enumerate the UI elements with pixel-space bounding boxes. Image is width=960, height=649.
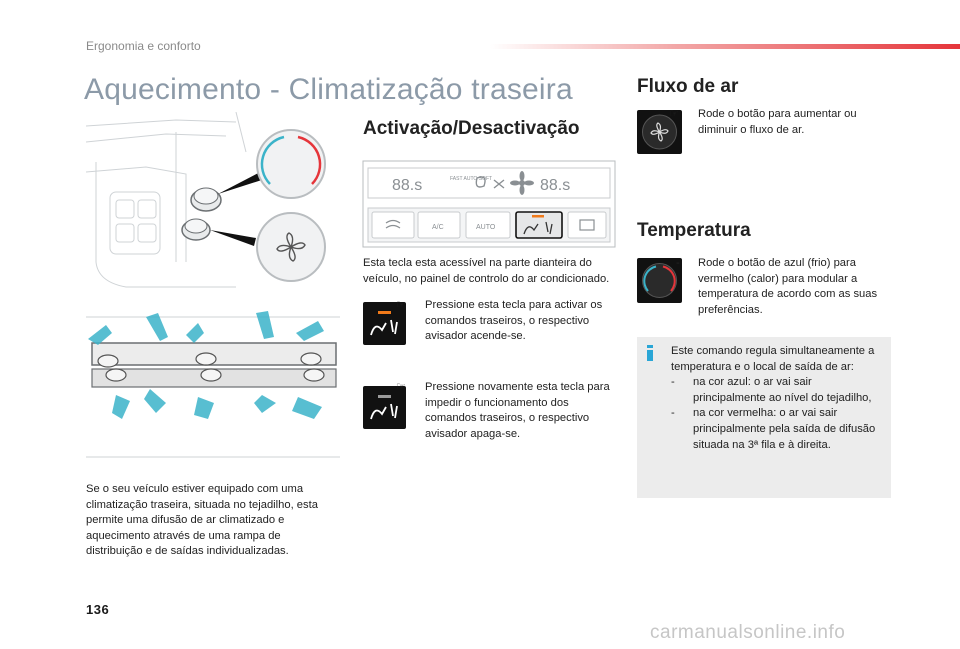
section-title: Ergonomia e conforto: [86, 39, 201, 53]
rear-climate-indicator: [532, 215, 544, 218]
display-right-temp: 88.s: [540, 177, 571, 194]
rear-climate-icon: [371, 404, 397, 419]
display-left-temp: 88.s: [392, 177, 423, 194]
info-box: [637, 337, 891, 498]
indicator-off-icon: [378, 395, 391, 398]
airflow-instruction-text: Rode o botão para aumentar ou diminuir o fluxo de ar.: [698, 108, 857, 136]
step-activate-text: Pressione esta tecla para activar os comandos traseiros, o respectivo avisador acende-se.: [425, 299, 603, 343]
knob-small-top: [191, 188, 221, 211]
dash-bullet: -: [676, 257, 680, 269]
dash-bullet: -: [671, 376, 675, 389]
front-ac-panel-illustration: [362, 160, 616, 248]
info-item-red: na cor vermelha: o ar vai sair principalmente pela saída de difusão situada na 3ª fila e à direita.: [693, 407, 876, 451]
temperature-instruction: [676, 256, 894, 318]
airflow-heading: Fluxo de ar: [637, 76, 739, 97]
watermark: carmanualsonline.info: [650, 622, 846, 643]
info-list-item: [671, 406, 886, 453]
header-accent-bar: [490, 44, 960, 49]
temperature-knob-zoom: [257, 130, 325, 198]
pointer-bullet-icon: ☞: [396, 381, 406, 393]
display-mode-label: FAST AUTO SOFT: [450, 176, 493, 182]
info-list-item: [671, 375, 886, 406]
temperature-heading: Temperatura: [637, 220, 751, 241]
auto-button-label: AUTO: [476, 224, 496, 231]
page-number: 136: [86, 602, 110, 617]
info-item-blue: na cor azul: o ar vai sair principalmente ao nível do tejadilho,: [693, 376, 872, 404]
knob-small-bottom: [182, 219, 210, 240]
dash-bullet: -: [671, 407, 675, 420]
info-intro: Este comando regula simultaneamente a temperatura e o local de saída de ar:: [671, 345, 875, 373]
airflow-knob-zoom: [257, 213, 325, 281]
pointer-bullet-icon: ☞: [669, 108, 679, 120]
info-icon: [645, 345, 655, 361]
activation-heading: Activação/Desactivação: [363, 118, 580, 139]
temperature-instruction-text: Rode o botão de azul (frio) para vermelho (calor) para modular a temperatura de acordo com as suas preferências.: [698, 257, 878, 316]
indicator-on-icon: [378, 311, 391, 314]
airflow-instruction: [669, 107, 894, 138]
activation-description: Esta tecla esta acessível na parte dianteira do veículo, no painel de controlo do ar condicionado.: [363, 257, 610, 285]
ac-button-label: A/C: [432, 224, 444, 231]
air-distribution-illustration: [86, 307, 340, 470]
page-title: Aquecimento - Climatização traseira: [84, 73, 573, 106]
rear-defrost-button[interactable]: [568, 212, 606, 238]
step-activate: [396, 298, 621, 345]
step-deactivate: [396, 380, 621, 442]
step-deactivate-text: Pressione novamente esta tecla para impedir o funcionamento dos comandos traseiros, o respectivo avisador apaga-se.: [425, 381, 610, 440]
pointer-bullet-icon: ☞: [396, 299, 406, 311]
rear-climate-icon: [371, 320, 397, 335]
intro-paragraph: Se o seu veículo estiver equipado com uma climatização traseira, situada no tejadilho, esta permite uma difusão de ar climatizado e aquecimento através de uma rampa de distribuição e de saídas individualizadas.: [86, 483, 318, 558]
roof-console-illustration: [86, 112, 340, 297]
